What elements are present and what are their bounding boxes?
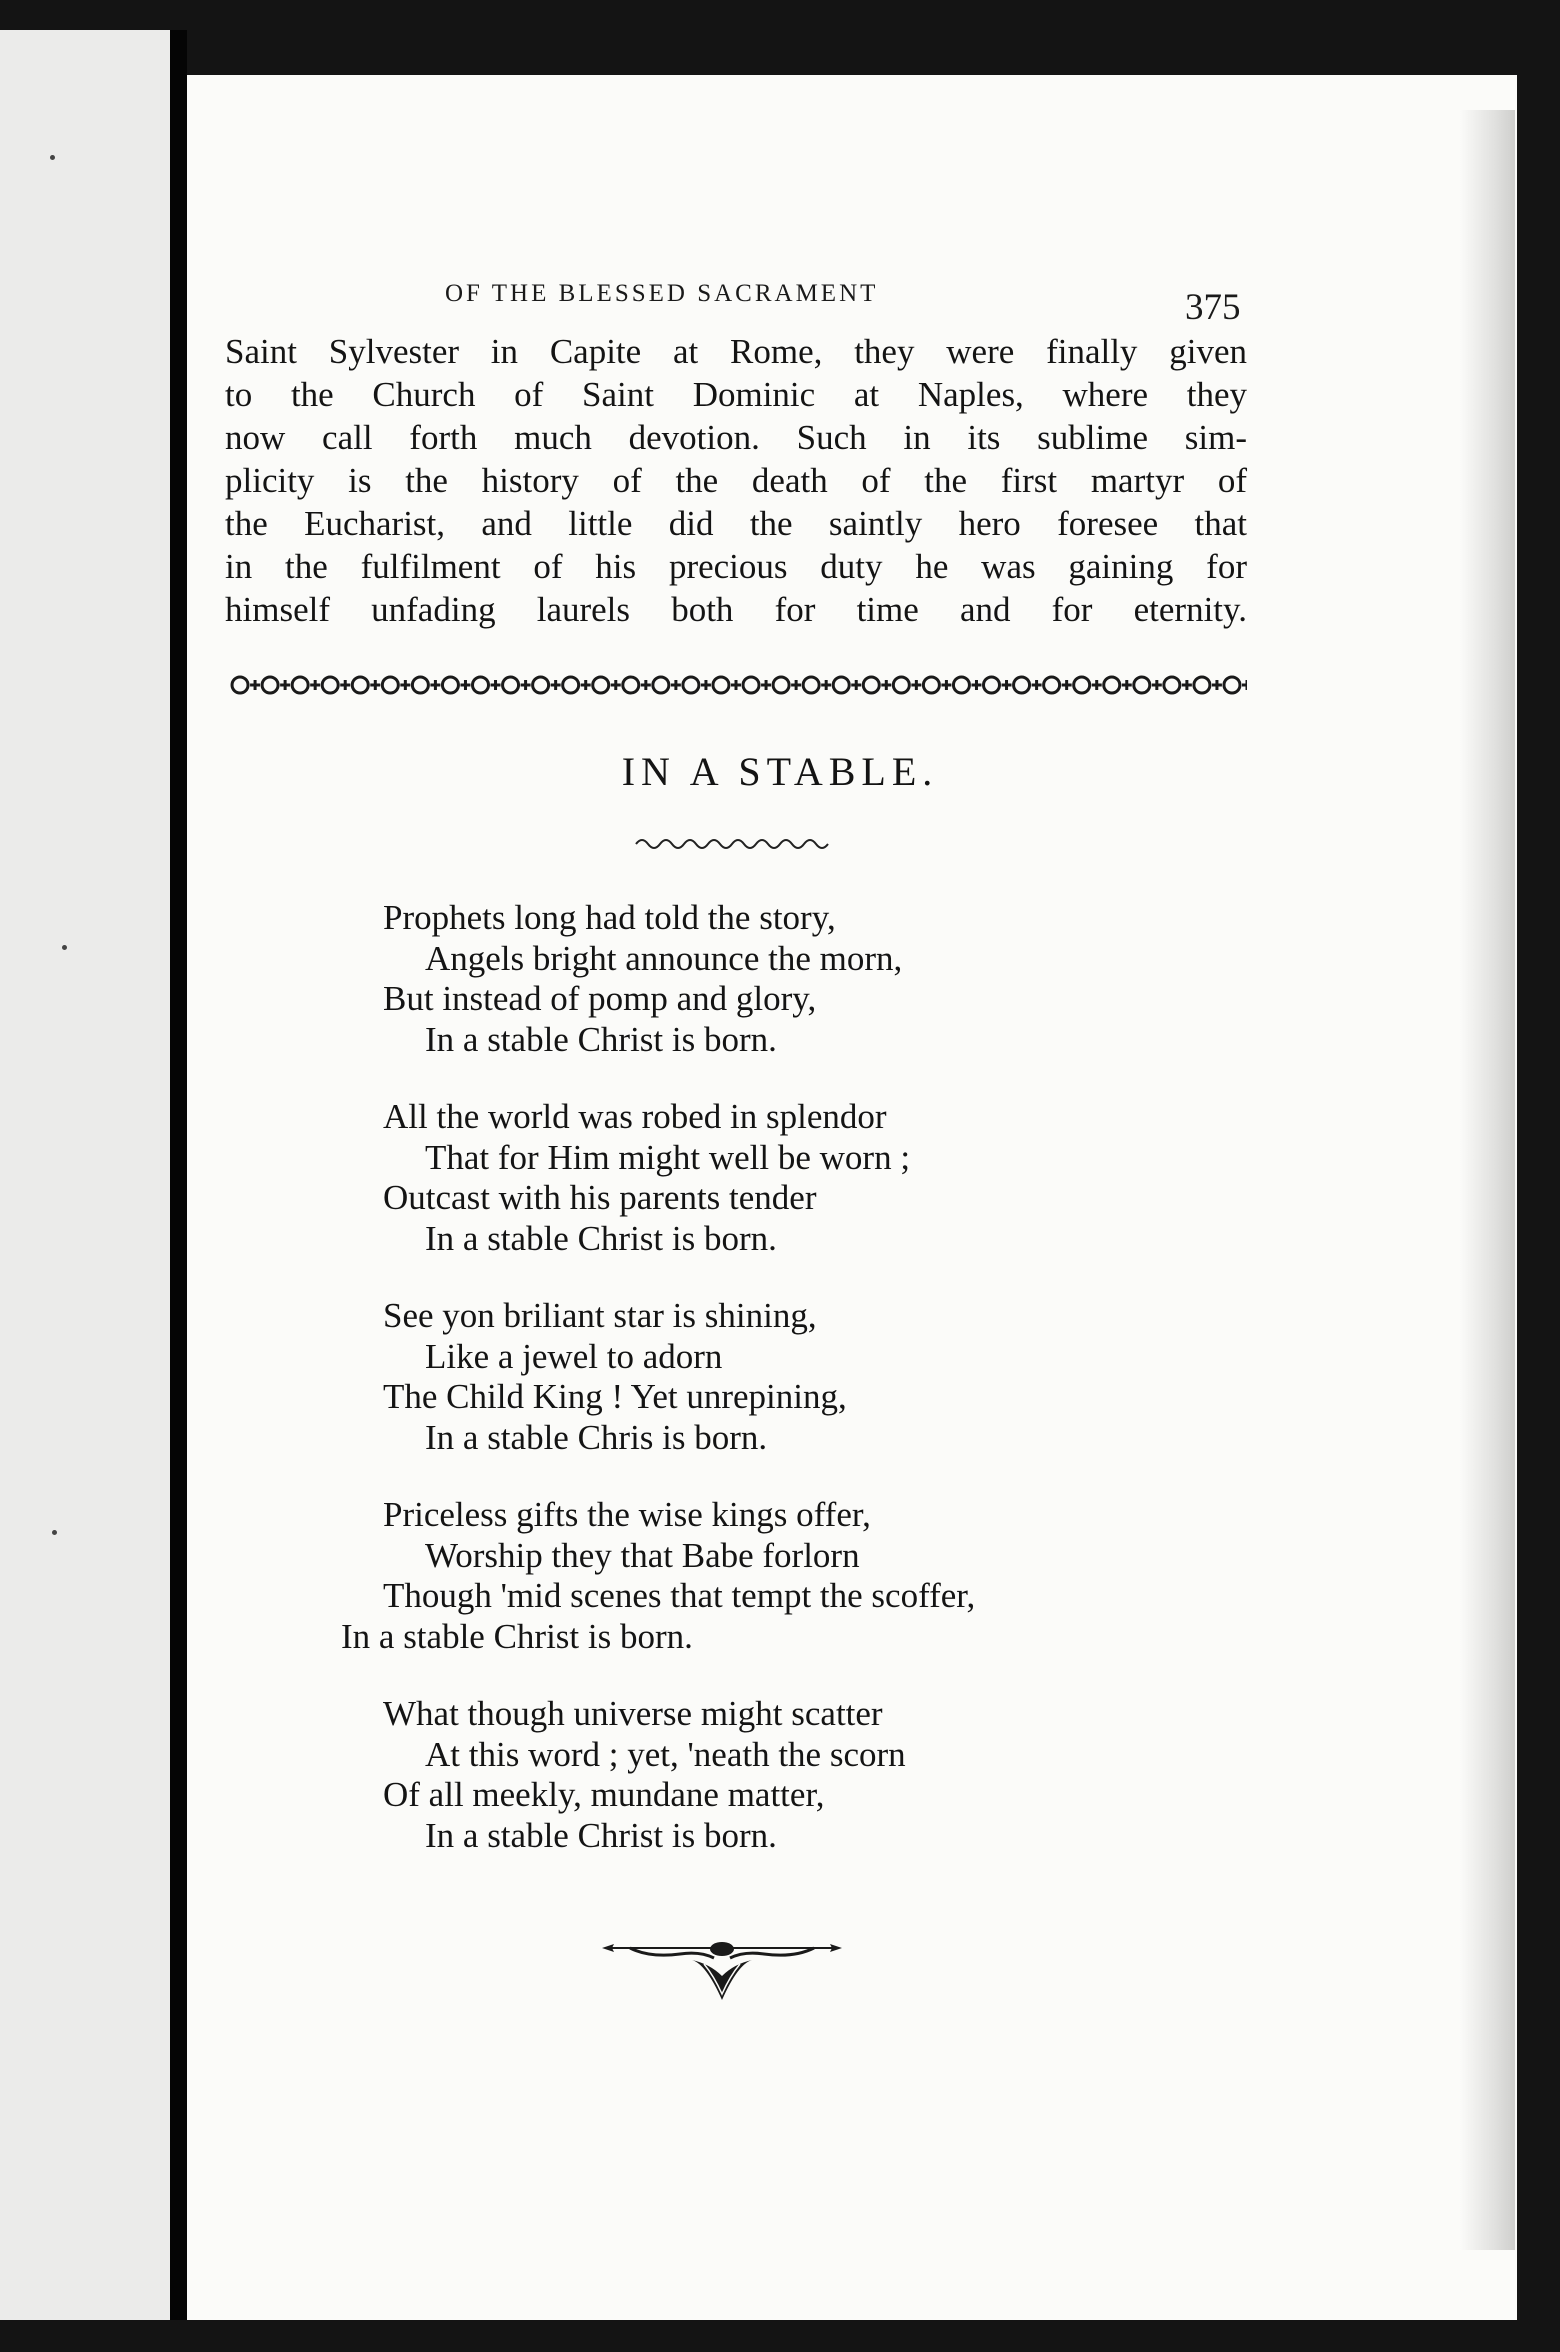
chain-link (1074, 677, 1090, 693)
dust-speck (52, 1530, 57, 1535)
chain-cross (1062, 680, 1072, 690)
chain-link (352, 677, 368, 693)
chain-cross (1032, 680, 1042, 690)
chain-cross (310, 680, 320, 690)
chain-link (1044, 677, 1060, 693)
verse-line: That for Him might well be worn ; (425, 1137, 911, 1177)
chain-cross (1212, 680, 1222, 690)
chain-link (984, 677, 1000, 693)
chain-link (833, 677, 849, 693)
verse-line: In a stable Christ is born. (425, 1815, 777, 1855)
chain-link (1134, 677, 1150, 693)
chain-cross (851, 680, 861, 690)
prose-line: in the fulfilment of his precious duty he was gaining for (225, 547, 1247, 586)
chain-cross (641, 680, 651, 690)
stanza (341, 1495, 1243, 1657)
chain-link (1194, 677, 1210, 693)
verse-line: Outcast with his parents tender (383, 1178, 817, 1217)
chain-link (953, 677, 969, 693)
chain-link (1224, 677, 1240, 693)
verse-line: But instead of pomp and glory, (383, 979, 817, 1018)
running-head: OF THE BLESSED SACRAMENT (445, 280, 879, 307)
verse-line: Though 'mid scenes that tempt the scoffer, (383, 1576, 976, 1615)
chain-link (412, 677, 428, 693)
chain-link (623, 677, 639, 693)
chain-cross (701, 680, 711, 690)
chain-link (503, 677, 519, 693)
stanza (383, 1694, 1243, 1856)
verse-line: Angels bright announce the morn, (425, 938, 903, 978)
scan-border (1517, 0, 1560, 2352)
chain-link (683, 677, 699, 693)
chain-link (232, 677, 248, 693)
prose-line: plicity is the history of the death of the first martyr of (225, 461, 1247, 500)
verse-line: What though universe might scatter (383, 1694, 883, 1733)
stanza (383, 1097, 1243, 1259)
chain-link (533, 677, 549, 693)
verse-line: Of all meekly, mundane matter, (383, 1775, 825, 1814)
wavy-flourish-ornament (632, 832, 838, 852)
chain-cross (460, 680, 470, 690)
chain-link (292, 677, 308, 693)
verse-line: Priceless gifts the wise kings offer, (383, 1495, 871, 1534)
chain-cross (1092, 680, 1102, 690)
verse-line: See yon briliant star is shining, (383, 1296, 817, 1335)
chain-link (593, 677, 609, 693)
prose-line: the Eucharist, and little did the saintly hero foresee that (225, 504, 1247, 543)
chain-cross (521, 680, 531, 690)
chain-link (1164, 677, 1180, 693)
chain-link (803, 677, 819, 693)
chain-link (473, 677, 489, 693)
verse-line: In a stable Christ is born. (425, 1218, 777, 1258)
chain-cross (611, 680, 621, 690)
facing-page-edge (0, 30, 170, 2320)
verse-line: At this word ; yet, 'neath the scorn (425, 1734, 906, 1774)
page-number: 375 (1185, 287, 1241, 328)
chain-link (1104, 677, 1120, 693)
chain-cross (971, 680, 981, 690)
verse-line: The Child King ! Yet unrepining, (383, 1377, 847, 1416)
chain-link (923, 677, 939, 693)
chain-cross (1242, 680, 1247, 690)
verse-line: Prophets long had told the story, (383, 898, 836, 937)
chain-cross (430, 680, 440, 690)
prose-line: now call forth much devotion. Such in its sublime sim- (225, 418, 1247, 457)
verse-line: Like a jewel to adorn (425, 1336, 723, 1376)
chain-cross (370, 680, 380, 690)
chain-cross (581, 680, 591, 690)
stanza (383, 898, 1243, 1060)
chain-cross (731, 680, 741, 690)
prose-line: himself unfading laurels both for time and for eternity. (225, 590, 1247, 629)
chain-rule-ornament (225, 672, 1247, 698)
chain-cross (881, 680, 891, 690)
chain-link (743, 677, 759, 693)
prose-line: Saint Sylvester in Capite at Rome, they were finally given (225, 332, 1247, 371)
chain-cross (250, 680, 260, 690)
chain-cross (941, 680, 951, 690)
verse-line: In a stable Christ is born. (341, 1616, 693, 1656)
chain-link (653, 677, 669, 693)
fleuron-tailpiece-ornament (600, 1940, 844, 2010)
chain-link (442, 677, 458, 693)
chain-cross (491, 680, 501, 690)
chain-cross (551, 680, 561, 690)
prose-line: to the Church of Saint Dominic at Naples, where they (225, 375, 1247, 414)
prose-paragraph (225, 330, 1247, 631)
poem-title: IN A STABLE. (621, 749, 939, 794)
chain-cross (340, 680, 350, 690)
chain-cross (280, 680, 290, 690)
chain-link (773, 677, 789, 693)
dust-speck (62, 945, 67, 950)
chain-link (1014, 677, 1030, 693)
chain-link (713, 677, 729, 693)
page-edge-shadow (1460, 110, 1515, 2250)
chain-link (893, 677, 909, 693)
chain-cross (400, 680, 410, 690)
chain-cross (1002, 680, 1012, 690)
chain-cross (1182, 680, 1192, 690)
chain-link (262, 677, 278, 693)
chain-cross (671, 680, 681, 690)
chain-link (322, 677, 338, 693)
verse-line: Worship they that Babe forlorn (425, 1535, 860, 1575)
chain-link (382, 677, 398, 693)
chain-cross (791, 680, 801, 690)
chain-cross (1122, 680, 1132, 690)
chain-link (863, 677, 879, 693)
stanza (383, 1296, 1243, 1458)
book-gutter (170, 30, 187, 2320)
chain-link (563, 677, 579, 693)
poem-body (341, 898, 1243, 1893)
chain-cross (761, 680, 771, 690)
verse-line: All the world was robed in splendor (383, 1097, 887, 1136)
dust-speck (50, 155, 55, 160)
chain-cross (1152, 680, 1162, 690)
chain-cross (911, 680, 921, 690)
chain-cross (821, 680, 831, 690)
verse-line: In a stable Chris is born. (425, 1417, 768, 1457)
verse-line: In a stable Christ is born. (425, 1019, 777, 1059)
